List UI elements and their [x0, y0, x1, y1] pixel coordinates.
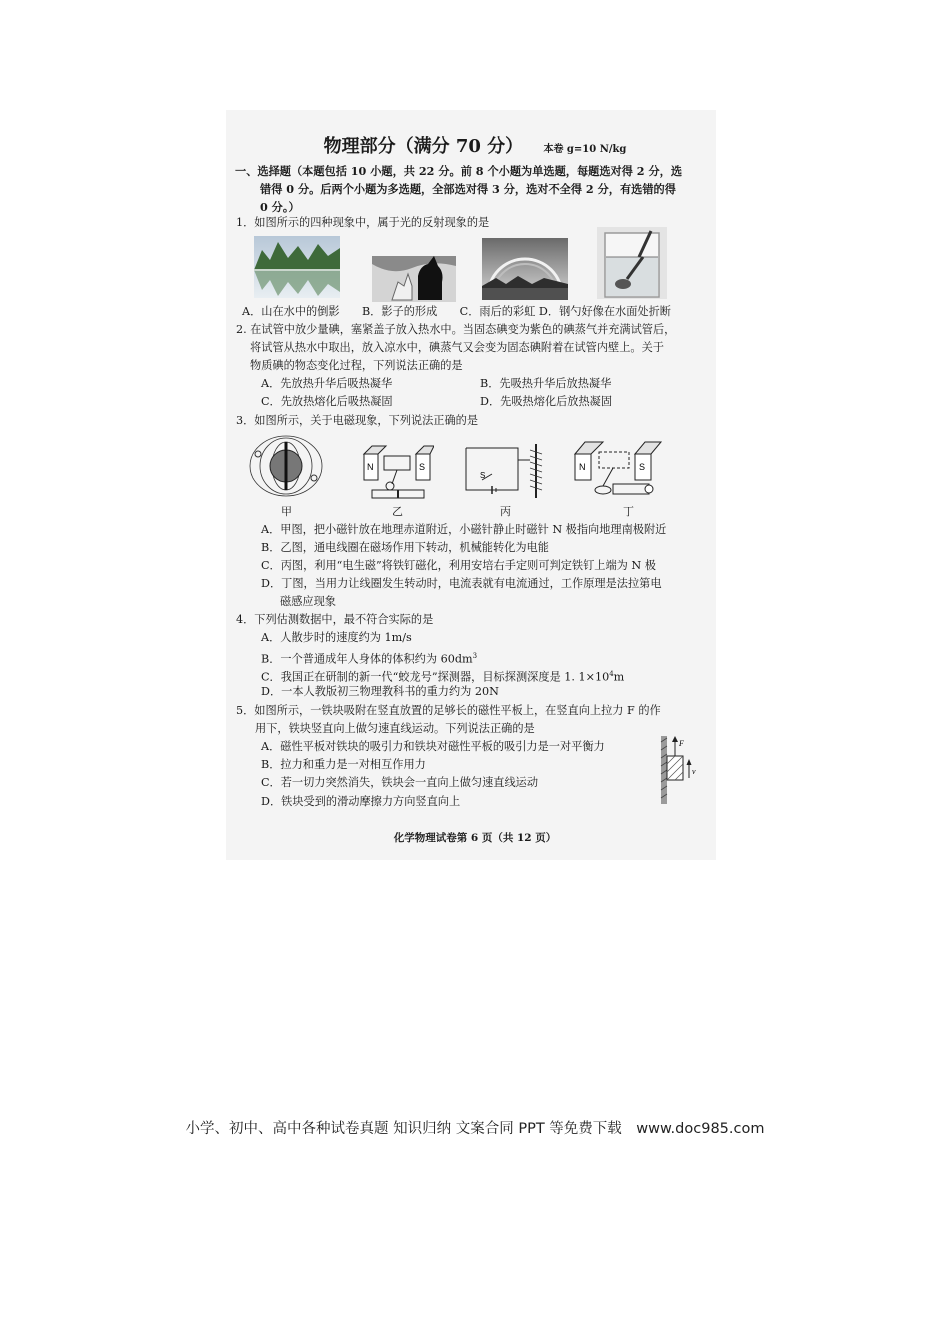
q5-option-d: D．铁块受到的滑动摩擦力方向竖直向上 [261, 795, 461, 808]
spoon-in-glass-photo [597, 227, 667, 299]
generator-s-pole: S [639, 462, 646, 472]
mountain-reflection-photo [254, 236, 340, 298]
generator-diagram [573, 434, 663, 500]
q2-option-d: D．先吸热熔化后放热凝固 [480, 395, 613, 408]
magnetic-board-diagram [657, 734, 701, 806]
q2-option-b: B．先吸热升华后放热凝华 [480, 377, 612, 390]
motor-n-pole: N [367, 462, 374, 472]
motor-s-pole: S [419, 462, 426, 472]
title-note: 本卷 g=10 N/kg [543, 144, 627, 155]
q4-option-c-text: C．我国正在研制的新一代“蛟龙号”探测器，目标探测深度是 1. 1×10 [261, 670, 610, 684]
q5-option-b: B．拉力和重力是一对相互作用力 [261, 758, 426, 771]
q3-stem: 3．如图所示，关于电磁现象，下列说法正确的是 [236, 414, 479, 427]
q5-option-a: A．磁性平板对铁块的吸引力和铁块对磁性平板的吸引力是一对平衡力 [261, 740, 605, 753]
q3-option-d-line-2: 磁感应现象 [280, 595, 336, 608]
force-f-label: F [679, 739, 684, 748]
q4-option-c-unit: m [613, 670, 625, 684]
q4-option-b-exponent: 3 [472, 652, 478, 660]
download-banner-text: 小学、初中、高中各种试卷真题 知识归纳 文案合同 PPT 等免费下载 www.doc985.com [185, 1121, 765, 1137]
fig-label-ding: 丁 [623, 505, 634, 518]
q5-option-c: C．若一切力突然消失，铁块会一直向上做匀速直线运动 [261, 776, 539, 789]
page-footer: 化学物理试卷第 6 页（共 12 页） [393, 832, 557, 844]
rainbow-photo [482, 238, 568, 300]
q4-option-c-exponent: 4 [609, 670, 614, 678]
q2-option-a: A．先放热升华后吸热凝华 [261, 377, 393, 390]
q5-line-1: 5．如图所示，一铁块吸附在竖直放置的足够长的磁性平板上，在竖直向上拉力 F 的作 [236, 704, 661, 717]
q3-option-d-line-1: D．丁图，当用力让线圈发生转动时，电流表就有电流通过，工作原理是法拉第电 [261, 577, 662, 590]
q4-option-a: A．人散步时的速度约为 1m/s [261, 631, 412, 644]
q1-options: A．山在水中的倒影 B．影子的形成 C．雨后的彩虹 D．钢勺好像在水面处折断 [242, 305, 671, 318]
fig-label-jia: 甲 [281, 505, 292, 518]
fig-label-bing: 丙 [500, 505, 511, 518]
q3-option-a: A．甲图，把小磁针放在地理赤道附近，小磁针静止时磁针 N 极指向地理南极附近 [261, 523, 667, 536]
fig-label-yi: 乙 [392, 505, 403, 518]
q2-line-2: 将试管从热水中取出，放入凉水中，碘蒸气又会变为固态碘附着在试管内壁上。关于 [250, 341, 664, 354]
motor-diagram [362, 434, 434, 500]
shadow-puppet-photo [372, 256, 456, 302]
q3-option-c: C．丙图，利用“电生磁”将铁钉磁化，利用安培右手定则可判定铁钉上端为 N 极 [261, 559, 656, 572]
earth-magnetic-field-diagram [248, 434, 324, 500]
q4-option-b-text: B．一个普通成年人身体的体积约为 60dm [261, 652, 473, 666]
section-line-1: 一、选择题（本题包括 10 小题，共 22 分。前 8 个小题为单选题，每题选对得 2 分，选 [235, 164, 683, 178]
page-title [0, 132, 950, 158]
section-line-3: 0 分。） [260, 200, 300, 214]
section-line-2: 错得 0 分。后两个小题为多选题，全部选对得 3 分，选对不全得 2 分，有选错的得 [260, 182, 676, 196]
q4-option-d: D．一本人教版初三物理教科书的重力约为 20N [261, 685, 499, 698]
switch-mark: S [480, 471, 486, 480]
q2-line-1: 2. 在试管中放少量碘，塞紧盖子放入热水中。当固态碘变为紫色的碘蒸气并充满试管后， [236, 323, 676, 336]
q1-stem: 1．如图所示的四种现象中，属于光的反射现象的是 [236, 216, 490, 229]
q2-option-c: C．先放热熔化后吸热凝固 [261, 395, 393, 408]
q3-option-b: B．乙图，通电线圈在磁场作用下转动，机械能转化为电能 [261, 541, 549, 554]
q5-line-2: 用下，铁块竖直向上做匀速直线运动。下列说法正确的是 [255, 722, 535, 735]
q4-stem: 4．下列估测数据中，最不符合实际的是 [236, 613, 434, 626]
generator-n-pole: N [579, 462, 586, 472]
title-text: 物理部分（满分 70 分） [323, 136, 524, 157]
electromagnet-circuit-diagram [462, 440, 548, 500]
velocity-v-label: v [692, 767, 696, 776]
q2-line-3: 物质碘的物态变化过程，下列说法正确的是 [250, 359, 463, 372]
